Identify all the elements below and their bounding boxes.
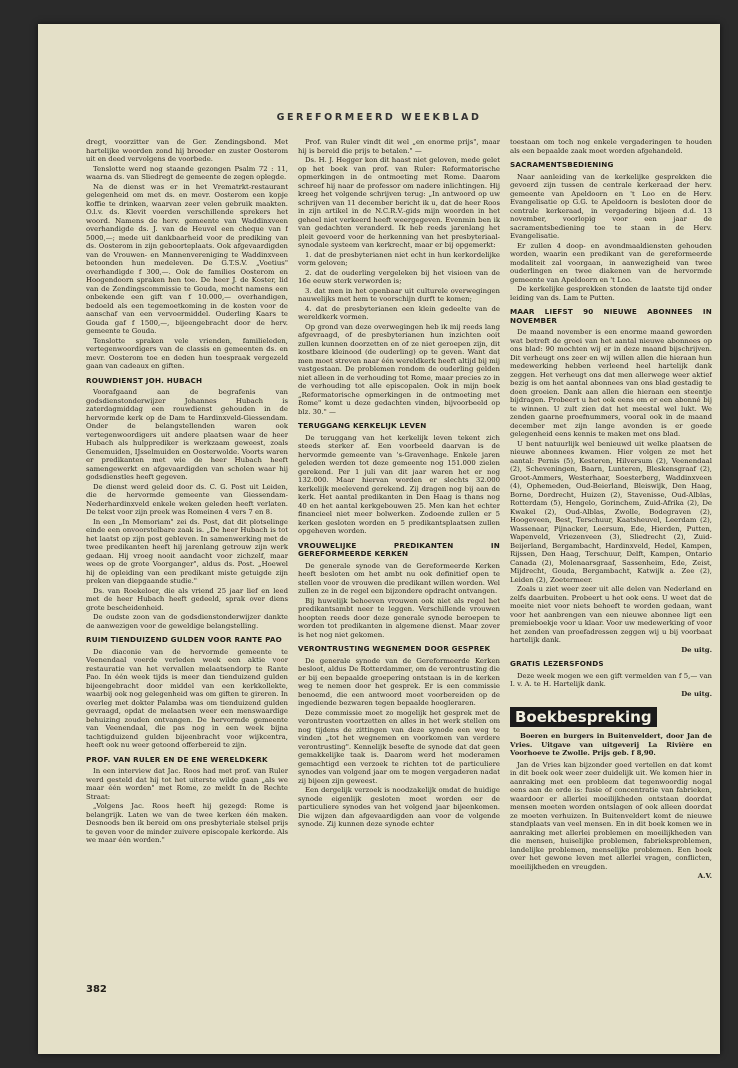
heading-van-ruler: PROF. VAN RULER EN DE ENE WERELDKERK [86,754,268,764]
signature: De uitg. [681,645,712,654]
heading-vrouwelijke-predikanten: VROUWELIJKE PREDIKANTEN IN GEREFORMEERDE KERKEN [298,540,500,559]
heading-rante-pao: RUIM TIENDUIZEND GULDEN VOOR RANTE PAO [86,635,282,645]
heading-lezersfonds: GRATIS LEZERSFONDS [510,659,604,669]
paragraph: U bent natuurlijk wel benieuwd uit welke plaatsen de nieuwe abonnees kwamen. Hier volgen ze met het aantal: Pernis (5), Kesteren, Hilversum (2), Veenendaal (2), Scheveningen, Baarn, Lunteren, Bleskensgraaf (2), Groot-Ammers, Westerhaar, Soesterberg, Waddinxveen (4), Ophemeden, Oud-Beierland, Bleiswijk, Den Haag, Borne, Dordrecht, Huizen (2), Stavenisse, Oud-Alblas, Rotterdam (5), Hengelo, Gorinchem, Zuid-Afrika (2), De Kwakel (2), Oud-Alblas, Zwolle, Bodegraven (2), Hoogeveen, Best, Terschuur, Kaatsheuvel, Leerdam (2), Wassenaar, Pijnacker, Leersum, Ede, Hierden, Putten, Wapenveld, Vriezenveen (3), Sliedrecht (2), Zuid-Beijerland, Bergambacht, Hardinxveld, Hedel, Kampen, Rijssen, Den Haag, Terschuur, Delft, Kampen, Ontario Canada (2), Molenaarsgraaf, Sassenheim, Ede, Zeist, Mijdrecht, Gouda, Bergambacht, Katwijk a. Zee (2), Leiden (2), Zoetermeer. [510,439,712,584]
paragraph: In een interview dat Jac. Roos had met prof. van Ruler werd gesteld dat hij tot het uiterste wilde gaan „als we maar één worden" met Rome, zo meldt In de Rechte Straat: [86,767,288,801]
paragraph: De oudste zoon van de godsdienstonderwijzer dankte de aanwezigen voor de geweldige belangstelling. [86,613,288,630]
paragraph: De generale synode van de Gereformeerde Kerken besloot, aldus De Rotterdammer, om de verontrusting die er bij een bepaalde groepering ontstaan is in de kerken weg te nemen door het gesprek. Er is een commissie benoemd, die een antwoord moet voorbereiden op de ingediende bezwaren tegen bepaalde hoogleraren. [298,656,500,708]
heading-rouwdienst: ROUWDIENST JOH. HUBACH [86,375,203,385]
paragraph: Op grond van deze overwegingen heb ik mij reeds lang afgevraagd, of de presbyterianen hun inzichten ooit zullen kunnen doorzetten en of ze niet geroepen zijn, dit kostbare kleinood (de ouderling) op te geven. Want dat men moet streven naar één wereldkerk heeft altijd bij mij vastgestaan. De problemen rondom de ouderling gelden niet alleen in de verhouding tot Rome, maar precies zo in de verhouding tot alle episcopalen. Ook in mijn boek „Reformatorische opmerkingen in de ontmoeting met Rome" komt u deze gedachten vinden, bijvoorbeeld op blz. 30." — [298,322,500,416]
heading-sacramentsbediening: SACRAMENTSBEDIENING [510,160,614,169]
paragraph: 1. dat de presbyterianen niet echt in hun kerkordelijke vorm geloven; [298,250,500,267]
signature: De uitg. [681,689,712,698]
paragraph: 2. dat de ouderling vergeleken bij het visioen van de 16e eeuw sterk verworden is; [298,268,500,285]
heading-teruggang: TERUGGANG KERKELIJK LEVEN [298,421,427,430]
paragraph: De generale synode van de Gereformeerde Kerken heeft besloten om het ambt nu ook definitief open te stellen voor de vrouwen die predikant willen worden. Wel zullen ze in de regel een bijzondere opdracht ontvangen. [298,561,500,596]
paragraph: De kerkelijke gesprekken stonden de laatste tijd onder leiding van ds. Lam te Putten. [510,285,712,302]
paragraph: Deze commissie moet zo mogelijk het gesprek met de verontrusten voortzetten en alles in het werk stellen om nog tijdens de zittingen van deze synode een weg te vinden „tot het wegnemen en voorkomen van verdere verontrusting". Kennelijk besefte de synode dat dat geen gemakkelijke taak is. Daarom werd het moderamen gemachtigd een verzoek te richten tot de particuliere synodes van volgend jaar om te mogen vergaderen nadat zij bijeen zijn geweest. [298,708,500,785]
article-columns [86,138,712,978]
signature: A.V. [697,872,712,881]
paragraph: De dienst werd geleid door ds. C. G. Post uit Leiden, die de hervormde gemeente van Giessendam-Nederhardinxveld enkele weken geleden heeft verlaten. De tekst voor zijn preek was Romeinen 4 vers 7 en 8. [86,482,288,517]
paragraph: Er zullen 4 doop- en avondmaaldiensten gehouden worden, waarin een predikant van de gereformeerde modaliteit zal voorgaan, in aanwezigheid van twee ouderlingen en twee diakenen van de hervormde gemeente van Apeldoorn en 't Loo. [510,241,712,284]
paragraph: 3. dat men in het openbaar uit culturele overwegingen nauwelijks met hem te voorschijn durft te komen; [298,286,500,303]
paragraph: Tenslotte werd nog staande gezongen Psalm 72 : 11, waarna ds. van Sliedregt de gemeente de zegen oplegde. [86,164,288,181]
paragraph: dregt, voorzitter van de Ger. Zendingsbond. Met hartelijke woorden zond hij broeder en zuster Oosterom uit en deed vervolgens de voorbede. [86,138,288,163]
paragraph: Na de dienst was er in het Vrematrkt-restaurant gelegenheid om met ds. en mevr. Oosterom een kopje koffie te drinken, waarvan zeer velen gebruik maakten. O.l.v. ds. Klevit voerden verschillende sprekers het woord. Namens de herv. gemeente van Waddinxveen overhandigde ds. J. van de Heuvel een cheque van f 5000,—; mede uit dankbaarheid voor de prediking van ds. Oosterom in zijn geboorteplaats. Ook afgevaardigden van de Vrouwen- en Mannenvereniging te Waddinxveen betoonden hun medeleven. De G.T.S.V. „Voetius" overhandigde f 300,—. Ook de families Oosterom en Hoogendoorn spraken hen toe. De heer J. de Koster, lid van de Zendingscommissie te Gouda, mocht namens een onbekende een gift van f 10.000,— overhandigen, bedoeld als een tegemoetkoming in de kosten voor de aanschaf van een vervoermiddel. Ouderling Kaars te Gouda gaf f 1500,—, bijeengebracht door de herv. gemeente te Gouda. [86,182,288,335]
paragraph: Bij huwelijk behoeven vrouwen ook niet als regel het predikantsambt neer te leggen. Verschillende vrouwen hoopten reeds door deze generale synode beroepen te worden tot predikanten in algemene dienst. Maar zover is het nog niet gekomen. [298,596,500,639]
paragraph: Ds. H. J. Hegger kon dit haast niet geloven, mede gelet op het boek van prof. van Ruler: Reformatorische opmerkingen in de ontmoeting met Rome. Daarom schreef hij naar de professor om nadere inlichtingen. Hij kreeg het volgende schrijven terug: „In antwoord op uw schrijven van 11 december bericht ik u, dat de heer Roos in zijn artikel in de N.C.R.V.-gids mijn woorden in het geheel niet verkeerd heeft weergegeven. Evenmin ben ik van gedachten veranderd. Ik heb reeds jarenlang het pleit gevoerd voor de herkenning van het presbyteriaal-synodale systeem van kerkrecht, maar er bij opgemerkt: [298,156,500,249]
paragraph: Deze week mogen we een gift vermelden van f 5,— van I. v. A. te H. Hartelijk dank. [510,671,712,689]
paragraph: „Volgens Jac. Roos heeft hij gezegd: Rome is belangrijk. Laten we van de twee kerken één maken. Desnoods ben ik bereid om ons presbyteriale stelsel prijs te geven voor de minder zuivere episcopale kerkorde. Als we maar één worden." [86,802,288,845]
paragraph: De maand november is een enorme maand geworden wat betreft de groei van het aantal nieuwe abonnees op ons blad: 90 mochten wij er in deze maand bijschrijven. Dit verheugt ons zeer en wij willen allen die hieraan hun medewerking hebben verleend heel hartelijk dank zeggen. Het verheugt ons dat men allerwege weer aktief bezig is om het aantal abonnees van ons blad gestadig te doen groeien. Dank aan allen die hieraan een steentje bijdragen. Probeert u het ook eens om er een abonné bij te winnen. U zult zien dat het meestal wel lukt. We zenden gaarne proefnummers, vooral ook in de maand december met zijn lange avonden is er goede gelegenheid eens kennis te maken met ons blad. [510,328,712,439]
paragraph: 4. dat de presbyterianen een klein gedeelte van de wereldkerk vormen. [298,304,500,321]
heading-verontrusting: VERONTRUSTING WEGNEMEN DOOR GESPREK [298,644,491,654]
paragraph: Tenslotte spraken vele vrienden, familieleden, vertegenwoordigers van de classis en gemeenten ds. en mevr. Oosterom toe en deden hun toespraak vergezeld gaan van cadeaux en giften. [86,336,288,370]
paragraph: De teruggang van het kerkelijk leven tekent zich steeds sterker af. Een voorbeeld daarvan is de hervormde gemeente van 's-Gravenhage. Enkele jaren geleden werden tot deze gemeente nog 151.000 zielen gerekend. Per 1 juli van dit jaar waren het er nog 132.000. Maar hiervan worden er slechts 32.000 kerkelijk meelevend gerekend. Zij dragen nog bij aan de kerk. Het aantal predikanten in Den Haag is thans nog 40 en het aantal kerkgebouwen 25. Men kan het echter financieel niet meer bolwerken. Zodoende zullen er 5 kerken gesloten worden en 5 predikantsplaatsen zullen opgeheven worden. [298,433,500,536]
column-1 [86,138,288,978]
heading-boekbespreking: Boekbespreking [510,707,657,727]
paragraph: Voorafgaand aan de begrafenis van godsdienstonderwijzer Johannes Hubach is zaterdagmiddag een rouwdienst gehouden in de hervormde kerk op de Dam te Hardinxveld-Giessendam. Onder de belangstellenden waren ook vertegenwoordigers uit andere plaatsen waar de heer Hubach als hulpprediker is werkzaam geweest, zoals Genemuiden, IJsselmuiden en Oosterwolde. Voorts waren er predikanten met wie de heer Hubach heeft samengewerkt en afgevaardigden van scholen waar hij godsdienstles heeft gegeven. [86,388,288,482]
paragraph: In een „In Memoriam" zei ds. Post, dat dit plotselinge einde een onvoorstelbare zaak is. „De heer Hubach is tot het laatst op zijn post gebleven. In samenwerking met de twee predikanten heeft hij jarenlang getrouw zijn werk gedaan. Hij vroeg nooit aandacht voor zichzelf, maar wees op de grote Voorganger", aldus ds. Post. „Hoewel hij de opleiding van een predikant miste getuigde zijn preken van diepgaande studie." [86,517,288,586]
column-3 [510,138,712,978]
paragraph: toestaan om toch nog enkele vergaderingen te houden als een bepaalde zaak moet worden afgehandeld. [510,138,712,155]
paragraph: Prof. van Ruler vindt dit wel „en enorme prijs", maar hij is bereid die prijs te betalen." — [298,138,500,155]
magazine-page [38,24,720,1054]
running-header: GEREFORMEERD WEEKBLAD [276,112,482,123]
paragraph: Naar aanleiding van de kerkelijke gesprekken die gevoerd zijn tussen de centrale kerkeraad der herv. gemeente van Apeldoorn en 't Loo en de Herv. Evangelisatie op G.G. te Apeldoorn is besloten door de centrale kerkeraad, in vergadering bijeen d.d. 13 november, voorlopig voor een jaar de sacramentsbediening toe te staan in de Herv. Evangelisatie. [510,172,712,241]
paragraph: Jan de Vries kan bijzonder goed vertellen en dat komt in dit boek ook weer zeer duidelijk uit. We komen hier in aanraking met een probleem dat tegenwoordig nogal eens aan de orde is: fusie of concentratie van fabrieken, waardoor er allerlei moeilijkheden ontstaan doordat mensen moeten worden ontslagen of ook alleen doordat ze moeten verhuizen. In Buitenveldert komt de nieuwe standplaats van veel mensen. En in dit boek komen we in aanraking met allerlei problemen en moeilijkheden van die mensen, huiselijke problemen, fabrieksproblemen, landelijke problemen, menselijke problemen. Een boek over het gewone leven met allerlei vragen, conflicten, moeilijkheden en vreugden. [510,760,712,871]
paragraph: Een dergelijk verzoek is noodzakelijk omdat de huidige synode eigenlijk gesloten moet worden eer de particuliere synodes van het volgend jaar bijeenkomen. Die wijzen dan afgevaardigden aan voor de volgende synode. Zij kunnen deze synode echter [298,786,500,829]
page-number: 382 [86,984,107,995]
paragraph: Ds. van Roekeloer, die als vriend 25 jaar lief en leed met de heer Hubach heeft gedeeld, sprak over diens grote bescheidenheid. [86,586,288,612]
heading-nieuwe-abonnees: MAAR LIEFST 90 NIEUWE ABONNEES IN NOVEMBER [510,307,712,325]
column-2 [298,138,500,978]
paragraph: De diaconie van de hervormde gemeente te Veenendaal voerde verleden week een aktie voor restauratie van het vervallen melaatsendorp te Rante Pao. In één week tijds is meer dan tienduizend gulden bijeengebracht door middel van een kerkkollekte, waarbij ook nog gelegenheid was om giften te gireren. In overleg met dokter Palamba was om tienduizend gulden gevraagd, opdat de melaatsen weer een menswaardige behuizing zouden ontvangen. De hervormde gemeente van Veenendaal, die pas nog in een week bijna tachtigduizend gulden bijeenbracht voor wijkcentra, heeft ook nu weer getoond offerbereid te zijn. [86,647,288,750]
paragraph: Zoals u ziet weer zeer uit alle delen van Nederland en zelfs daarbuiten. Probeert u het ook eens. U weet dat de moeite niet voor niets behoeft te worden gedaan, want voor het aanbrengen van een nieuwe abonnee ligt een premieboekje voor u klaar. Voor uw medewerking of voor het zenden van proefadressen zeggen wij u bij voorbaat hartelijk dank. [510,585,712,645]
book-title: Boeren en burgers in Buitenveldert, door Jan de Vries. Uitgave van uitgeverij La Rivière en Voorhoeve te Zwolle. Prijs geb. f 8,90. [510,732,712,758]
